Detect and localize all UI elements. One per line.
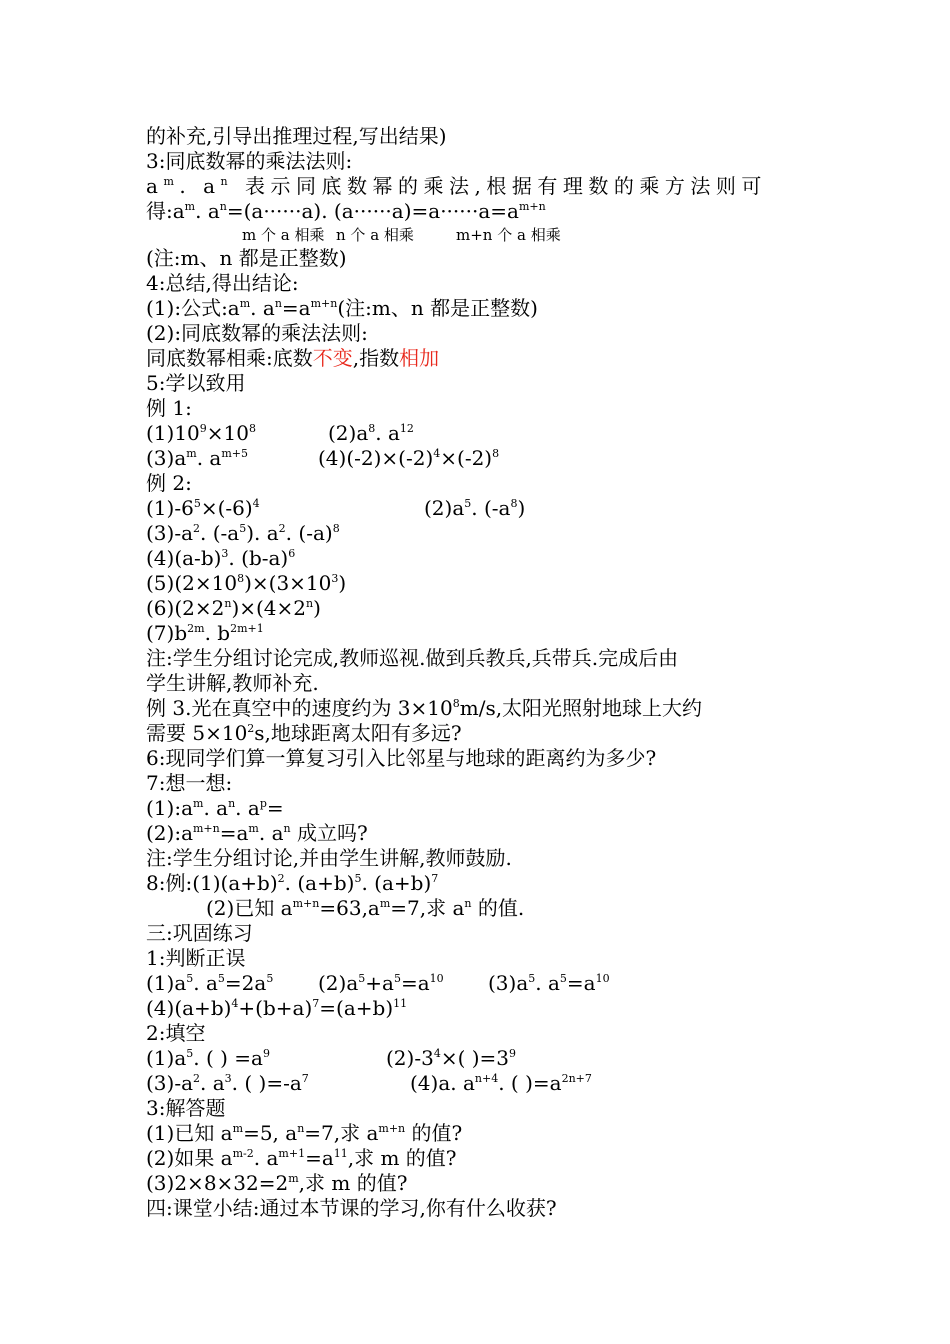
example-heading: 例 1: [146, 396, 192, 420]
exercise-line: $(3)2\times 8\times 32=2^m$,求 m 的值? [146, 1171, 408, 1195]
text-line: (2):同底数幂的乘法法则: [146, 321, 368, 345]
exercise-line: $(4)(a-b)^3$. $(b-a)^6$ [146, 546, 296, 570]
text-line: 的补充,引导出推理过程,写出结果) [146, 124, 447, 148]
section-heading: 6:现同学们算一算复习引入比邻星与地球的距离约为多少? [146, 746, 657, 770]
exercise-line: $(1):a^m$. $a^n$. $a^p=$ [146, 796, 284, 820]
note-line: 注:学生分组讨论,并由学生讲解,教师鼓励. [146, 846, 512, 870]
exercise-line: $(3)a^m$. $a^{m+5}$ $(4)(-2)\times(-2)^4\times(-2)^8$ [146, 446, 500, 470]
exercise-line: $(1)a^5$. $a^5=2a^5$ $(2)a^5+a^5=a^{10}$ $(3)a^5$. $a^5=a^{10}$ [146, 971, 610, 995]
note-line: 学生讲解,教师补充. [146, 671, 319, 695]
formula-annotation: m 个 a 相乘 n 个 a 相乘 m+n 个 a 相乘 [242, 226, 561, 244]
formula-line: (1):公式$:a^m$. $a^n=a^{m+n}$(注:m、n 都是正整数) [146, 296, 538, 320]
section-heading: 7:想一想: [146, 771, 233, 795]
highlight-add: 相加 [399, 346, 440, 370]
rule-line: 同底数幂相乘:底数不变,指数相加 [146, 346, 440, 370]
exercise-line: $(1)10^9\times 10^8$ $(2)a^8$. $a^{12}$ [146, 421, 414, 445]
example-heading: 例 2: [146, 471, 192, 495]
section-heading: 三:巩固练习 [146, 921, 253, 945]
formula-line: 得$:a^m$. $a^n=(a\cdot\cdot\cdot\cdot\cdot\cdot a)$. $(a\cdot\cdot\cdot\cdot\cdot\cdot a)=a\cdot\cdot\cdot\cdot\cdot\cdot a=a^{m+n}$ [146, 199, 546, 223]
note-line: 注:学生分组讨论完成,教师巡视.做到兵教兵,兵带兵.完成后由 [146, 646, 679, 670]
exercise-line: $(3)-a^2$. $a^3$. ( )$=-a^7$ (4)a. $a^{n+4}$. ( )$=a^{2n+7}$ [146, 1071, 592, 1095]
exercise-line: $(1)-6^5\times(-6)^4$ $(2)a^5$. $(-a^8)$ [146, 496, 526, 520]
section-heading: 3:同底数幂的乘法法则: [146, 149, 353, 173]
section-heading: 四:课堂小结:通过本节课的学习,你有什么收获? [146, 1196, 557, 1220]
highlight-unchanged: 不变 [312, 346, 353, 370]
exercise-line: $(5)(2\times 10^8)\times(3\times 10^3)$ [146, 571, 347, 595]
exercise-line: $(7)b^{2m}$. $b^{2m+1}$ [146, 621, 264, 645]
document-page [146, 124, 806, 1221]
text-line: (注:m、n 都是正整数) [146, 246, 347, 270]
exercise-line: $(2):a^{m+n}=a^m$. $a^n$ 成立吗? [146, 821, 368, 845]
subsection-heading: 3:解答题 [146, 1096, 226, 1120]
subsection-heading: 1:判断正误 [146, 946, 246, 970]
exercise-line: (2)如果 $a^{m-2}$. $a^{m+1}=a^{11}$,求 m 的值? [146, 1146, 457, 1170]
example-line: 需要 $5\times 10^2s$,地球距离太阳有多远? [146, 721, 462, 745]
example-line: (2)已知 $a^{m+n}=63,a^m=7$,求 $a^n$ 的值. [206, 896, 525, 920]
section-heading: 4:总结,得出结论: [146, 271, 299, 295]
subsection-heading: 2:填空 [146, 1021, 206, 1045]
exercise-line: $(6)(2\times 2^n)\times(4\times 2^n)$ [146, 596, 321, 620]
text-line: $a^m$. $a^n$ 表示同底数幂的乘法,根据有理数的乘方法则可 [146, 174, 767, 198]
exercise-line: $(4)(a+b)^4+(b+a)^7=(a+b)^{11}$ [146, 996, 408, 1020]
exercise-line: (1)已知 $a^m=5$, $a^n=7$,求 $a^{m+n}$ 的值? [146, 1121, 463, 1145]
section-heading: 5:学以致用 [146, 371, 246, 395]
example-line: 8:例$:(1)(a+b)^2$. $(a+b)^5$. $(a+b)^7$ [146, 871, 439, 895]
example-line: 例 3.光在真空中的速度约为 $3\times 10^8m/s$,太阳光照射地球上大约 [146, 696, 703, 720]
exercise-line: $(3)-a^2$. $(-a^5)$. $a^2$. $(-a)^8$ [146, 521, 340, 545]
exercise-line: $(1)a^5$. ( ) $=a^9$ $(2)-3^4\times$( )$=3^9$ [146, 1046, 517, 1070]
